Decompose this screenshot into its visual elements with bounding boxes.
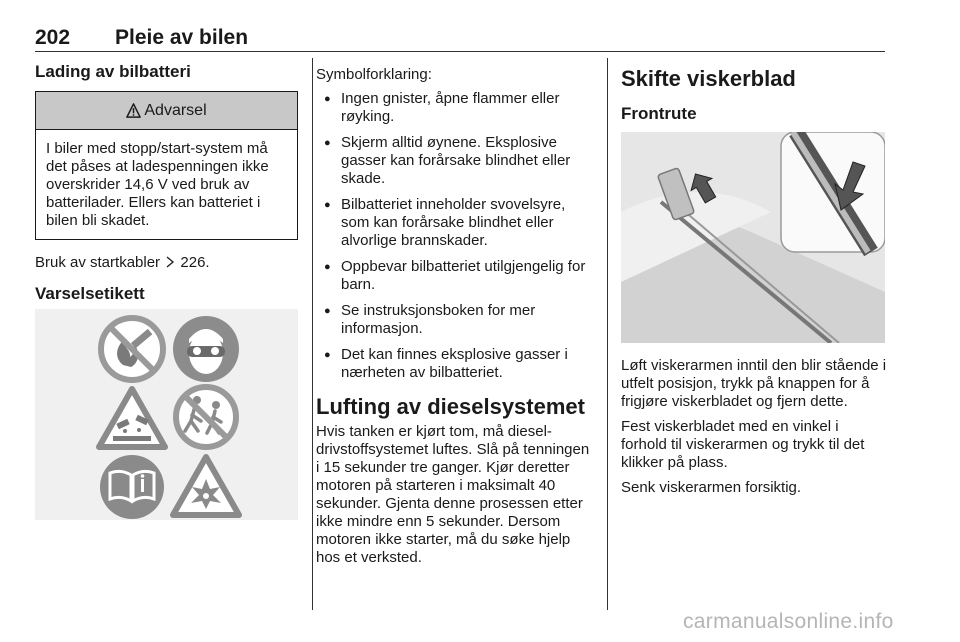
page-number: 202 xyxy=(35,26,71,49)
page-title: Pleie av bilen xyxy=(115,26,249,49)
no-flames-icon xyxy=(101,318,163,380)
wiper-blade-illustration xyxy=(621,132,885,343)
wiper-step-paragraph: Senk viskerarmen forsiktig. xyxy=(621,479,802,496)
warning-text: I biler med stopp/start-system må det påses at ladespenningen ikke overskrider 14,6 V ved bruk av batterilader. Ellers kan batteriet i bilen bli skadet. xyxy=(46,140,269,229)
section-heading-warning-label: Varselsetikett xyxy=(35,284,145,303)
warning-header xyxy=(36,92,297,130)
section-heading-wiper-blade: Skifte viskerblad xyxy=(621,66,796,91)
symbol-legend-intro: Symbolforklaring: xyxy=(316,66,432,83)
list-item: ● Se instruksjonsboken for mer informasjon. xyxy=(316,302,591,338)
subheading-windscreen: Frontrute xyxy=(621,104,697,123)
warning-label-symbols xyxy=(35,309,298,520)
column-right xyxy=(621,66,887,124)
wiper-instructions xyxy=(621,357,887,497)
read-manual-icon xyxy=(100,455,164,519)
column-divider-2 xyxy=(607,58,608,610)
list-item: ● Det kan finnes eksplosive gasser i nærheten av bilbatteriet. xyxy=(316,346,591,382)
jump-start-page-link[interactable]: 226. xyxy=(180,254,210,271)
warning-box xyxy=(35,91,298,240)
list-item: ● Skjerm alltid øynene. Eksplosive gasser kan forårsake blindhet eller skade. xyxy=(316,134,591,188)
explosive-icon xyxy=(173,457,239,515)
warning-triangle-icon xyxy=(126,103,141,118)
jump-start-reference xyxy=(35,254,298,272)
symbol-legend-list xyxy=(316,90,591,382)
warning-title: Advarsel xyxy=(144,101,207,119)
list-item: ● Oppbevar bilbatteriet utilgjengelig for barn. xyxy=(316,258,591,294)
list-item: ● Ingen gnister, åpne flammer eller røyking. xyxy=(316,90,591,126)
header-rule xyxy=(35,51,885,52)
wiper-step-paragraph: Løft viskerarmen inntil den blir stående i utfelt posisjon, trykk på knappen for å frigjøre viskerbladet og fjern dette. xyxy=(621,357,887,410)
eye-protection-icon xyxy=(173,316,239,382)
column-left xyxy=(35,62,298,304)
section-heading-diesel-bleeding: Lufting av dieselsystemet xyxy=(316,394,585,419)
wiper-step-paragraph: Fest viskerbladet med en vinkel i forhold til viskerarmen og trykk til det klikker på plass. xyxy=(621,418,865,471)
section-heading-battery-charging: Lading av bilbatteri xyxy=(35,62,191,81)
column-divider-1 xyxy=(312,58,313,610)
corrosive-icon xyxy=(99,389,165,447)
list-item: ● Bilbatteriet inneholder svovelsyre, som kan forårsake blindhet eller alvorlige brannskader. xyxy=(316,196,591,250)
reference-arrow-icon xyxy=(165,256,175,268)
jump-start-text: Bruk av startkabler xyxy=(35,254,161,271)
diesel-bleeding-text: Hvis tanken er kjørt tom, må dieseldrivstoffsystemet luftes. Slå på tenningen i 15 sekunder tre ganger. Kjør deretter motoren på starteren i maksimalt 40 sekunder. Gjenta denne prosessen etter ikke mindre enn 5 sekunder. Dersom motoren ikke starter, må du søke hjelp hos et verksted. xyxy=(316,423,590,566)
page-header xyxy=(35,26,885,52)
column-middle xyxy=(316,66,591,567)
keep-children-away-icon xyxy=(176,387,236,447)
watermark: carmanualsonline.info xyxy=(683,610,894,633)
